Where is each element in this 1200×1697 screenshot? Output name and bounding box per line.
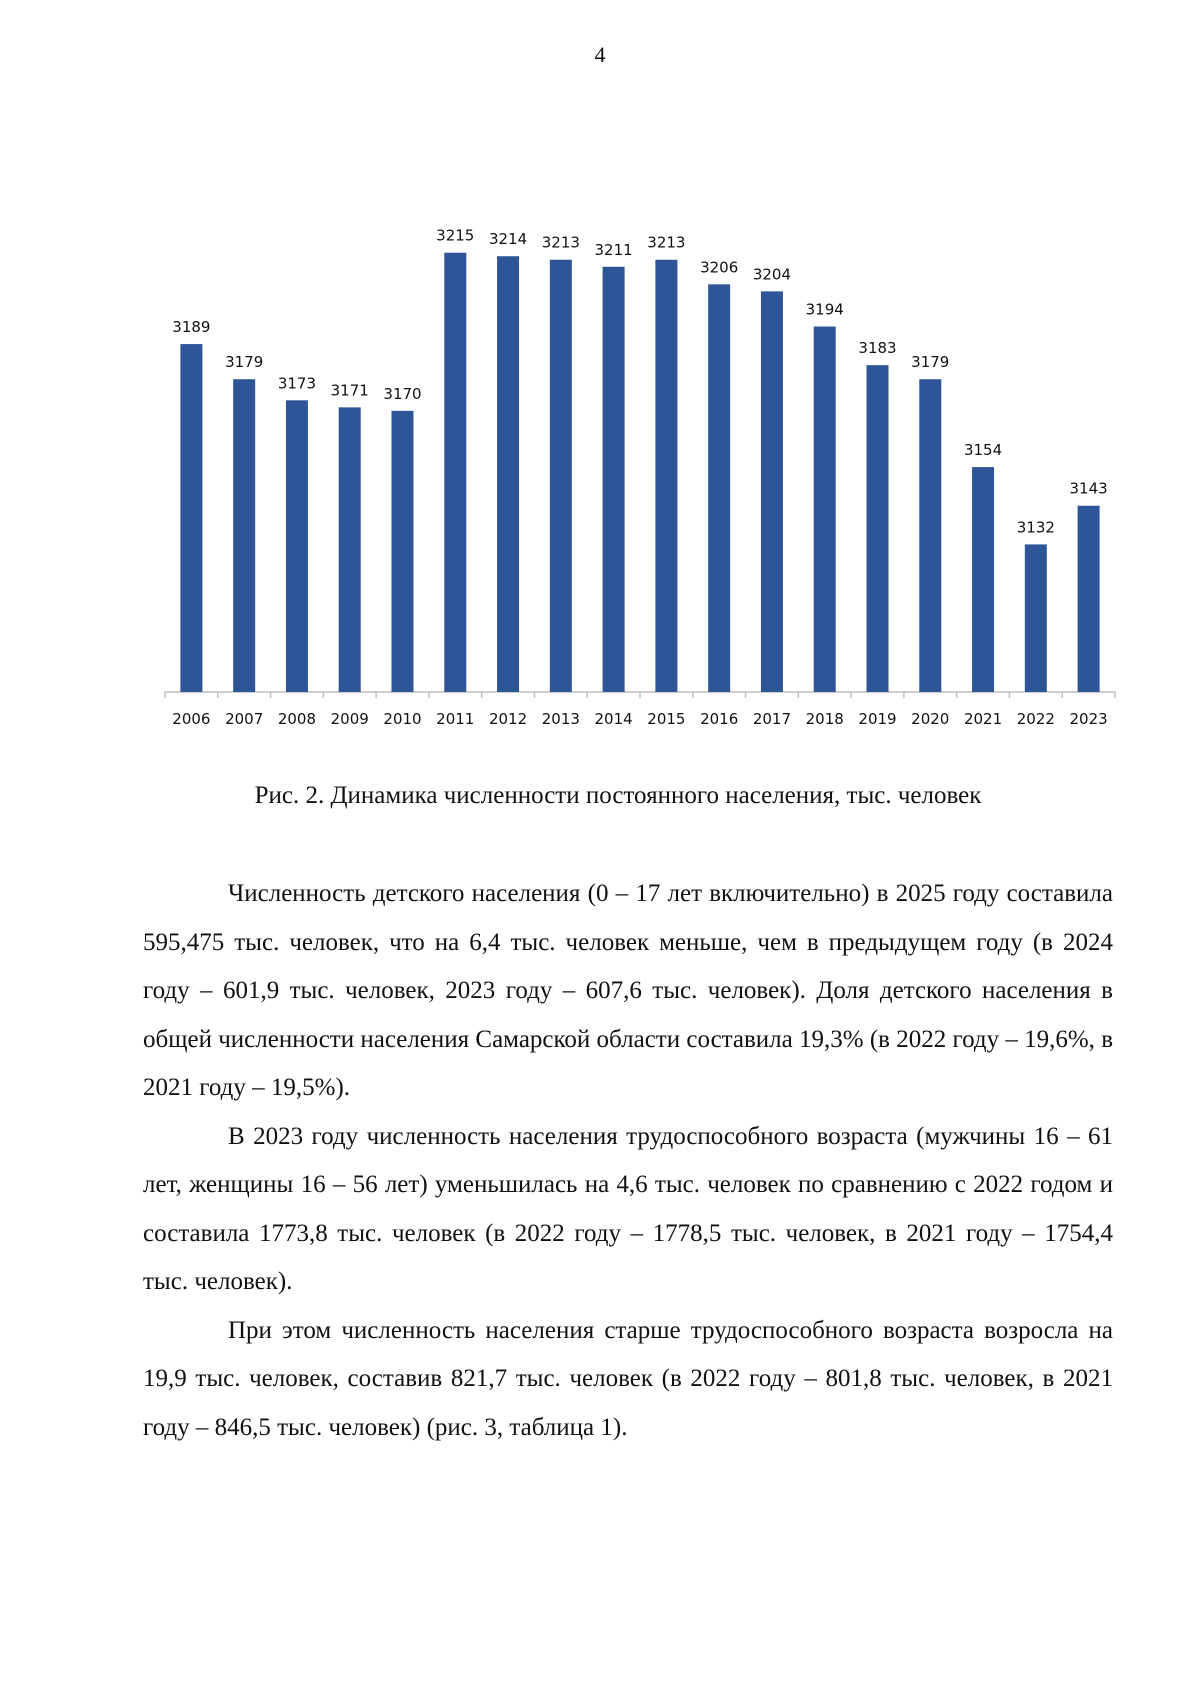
data-label-2016: 3206 [700, 258, 739, 277]
bar-2017 [761, 291, 783, 692]
x-tick-label-2017: 2017 [752, 710, 792, 728]
bar-2015 [655, 260, 677, 692]
bar-2010 [392, 411, 414, 692]
paragraph-working-age-population: В 2023 году численность населения трудоспособного возраста (мужчины 16 – 61 лет, женщины 16 – 56 лет) уменьшилась на 4,6 тыс. человек по сравнению с 2022 годом и составила 1773,8 тыс. человек (в 2022 году – 1778,5 тыс. человек, в 2021 году – 1754,4 тыс. человек). [143, 1122, 1113, 1295]
figure-caption: Рис. 2. Динамика численности постоянного населения, тыс. человек [254, 782, 982, 809]
bar-2023 [1078, 506, 1100, 692]
data-label-2007: 3179 [225, 353, 264, 372]
data-label-2014: 3211 [594, 240, 633, 259]
bar-2007 [233, 379, 255, 692]
bar-2014 [603, 267, 625, 692]
bar-chart [150, 170, 1130, 740]
bar-2019 [867, 365, 889, 692]
data-label-2009: 3171 [330, 381, 369, 400]
bar-2016 [708, 284, 730, 692]
x-tick-label-2012: 2012 [488, 710, 528, 728]
x-tick-label-2013: 2013 [541, 710, 580, 728]
data-label-2021: 3154 [963, 441, 1003, 460]
data-label-2013: 3213 [541, 233, 580, 252]
bar-2018 [814, 327, 836, 692]
bar-2006 [180, 344, 202, 692]
x-tick-label-2010: 2010 [383, 710, 422, 728]
x-tick-label-2021: 2021 [963, 710, 1003, 728]
data-label-2008: 3173 [277, 374, 317, 393]
x-tick-label-2008: 2008 [277, 710, 317, 728]
data-label-2020: 3179 [911, 353, 950, 372]
bar-2011 [444, 253, 466, 692]
bar-2020 [919, 379, 941, 692]
x-tick-label-2022: 2022 [1016, 710, 1055, 728]
page-number: 4 [594, 42, 606, 67]
x-tick-label-2011: 2011 [436, 710, 475, 728]
data-label-2010: 3170 [383, 384, 422, 403]
bar-2022 [1025, 544, 1047, 692]
x-tick-label-2015: 2015 [647, 710, 686, 728]
x-tick-label-2007: 2007 [225, 710, 264, 728]
x-tick-label-2006: 2006 [172, 710, 211, 728]
data-label-2018: 3194 [805, 300, 844, 319]
paragraph-children-population: Численность детского населения (0 – 17 лет включительно) в 2025 году составила 595,475 тыс. человек, что на 6,4 тыс. человек меньше, чем в предыдущем году (в 2024 году – 601,9 тыс. человек, 2023 году – 607,6 тыс. человек). Доля детского населения в общей численности населения Самарской области составила 19,3% (в 2022 году – 19,6%, в 2021 году – 19,5%). [143, 880, 1113, 1101]
bar-2008 [286, 400, 308, 692]
body-text [143, 870, 1113, 1452]
x-tick-label-2009: 2009 [330, 710, 369, 728]
x-tick-label-2020: 2020 [911, 710, 950, 728]
x-tick-label-2014: 2014 [594, 710, 633, 728]
data-label-2017: 3204 [752, 265, 792, 284]
data-label-2011: 3215 [436, 226, 475, 245]
data-label-2023: 3143 [1069, 479, 1108, 498]
data-label-2012: 3214 [488, 230, 528, 249]
bar-2012 [497, 256, 519, 692]
bar-2013 [550, 260, 572, 692]
x-tick-label-2023: 2023 [1069, 710, 1108, 728]
data-label-2019: 3183 [858, 339, 897, 358]
x-tick-label-2016: 2016 [700, 710, 739, 728]
x-tick-label-2019: 2019 [858, 710, 897, 728]
data-label-2006: 3189 [172, 318, 211, 337]
bar-2021 [972, 467, 994, 692]
data-label-2022: 3132 [1016, 518, 1055, 537]
paragraph-elderly-population: При этом численность населения старше трудоспособного возраста возросла на 19,9 тыс. человек, составив 821,7 тыс. человек (в 2022 году – 801,8 тыс. человек, в 2021 году – 846,5 тыс. человек) (рис. 3, таблица 1). [143, 1316, 1113, 1441]
x-tick-label-2018: 2018 [805, 710, 844, 728]
bar-2009 [339, 407, 361, 692]
data-label-2015: 3213 [647, 233, 686, 252]
